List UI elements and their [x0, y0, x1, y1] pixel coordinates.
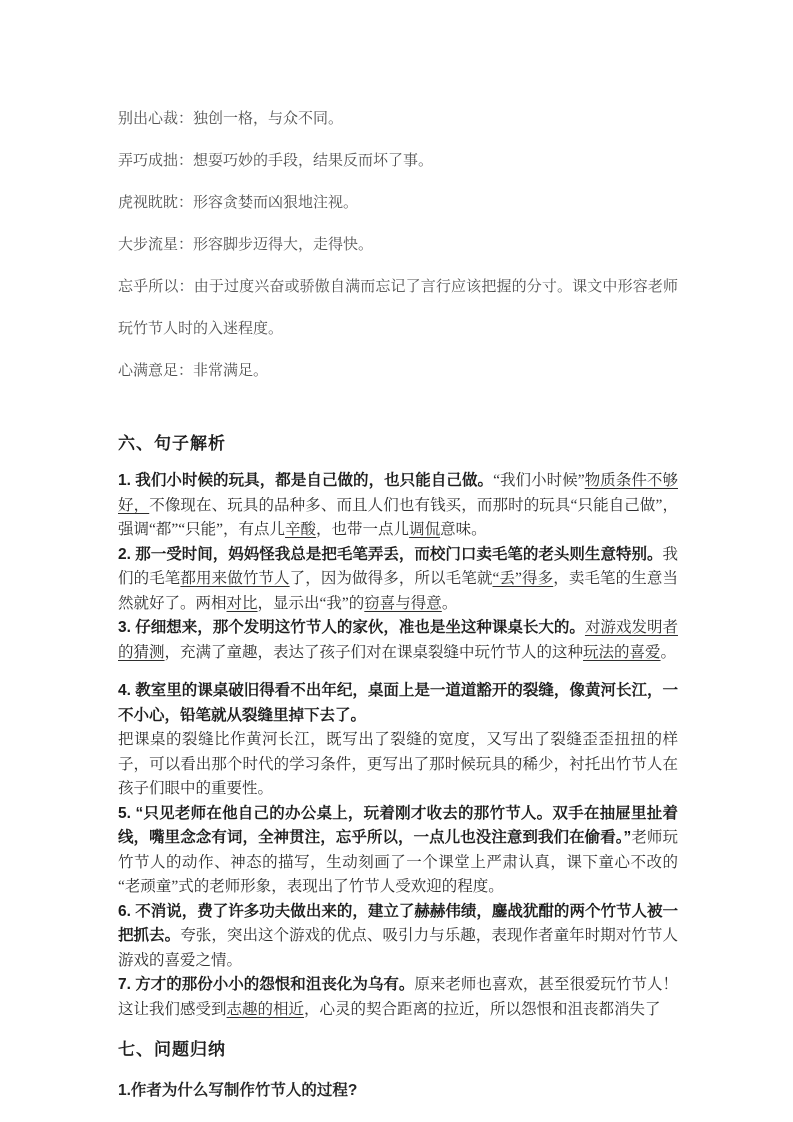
word-definitions-section [118, 98, 678, 392]
analysis-item-5: 5. “只见老师在他自己的办公桌上，玩着刚才收去的那竹节人。双手在抽屉里扯着线，嘴里念念有词，全神贯注，忘乎所以，一点儿也没注意到我们在偷看。”老师玩竹节人的动作、神态的描写，生动刻画了一个课堂上严肃认真，课下童心不改的“老顽童”式的老师形象，表现出了竹节人受欢迎的程度。 [118, 804, 678, 895]
definition-item: 弄巧成拙：想耍巧妙的手段，结果反而坏了事。 [118, 152, 434, 169]
question-1: 1.作者为什么写制作竹节人的过程? [118, 1082, 358, 1099]
section-title-sentence-analysis: 六、句子解析 [118, 434, 226, 453]
analysis-item-7: 7. 方才的那份小小的怨恨和沮丧化为乌有。原来老师也喜欢，甚至很爱玩竹节人！这让我们感受到志趣的相近，心灵的契合距离的拉近，所以怨恨和沮丧都消失了 [118, 976, 678, 1018]
definition-item: 大步流星：形容脚步迈得大，走得快。 [118, 236, 374, 253]
definition-item: 忘乎所以：由于过度兴奋或骄傲自满而忘记了言行应该把握的分寸。课文中形容老师玩竹节人时的入迷程度。 [118, 278, 678, 337]
analysis-item-6: 6. 不消说，费了许多功夫做出来的，建立了赫赫伟绩，鏖战犹酣的两个竹节人被一把抓去。夸张，突出这个游戏的优点、吸引力与乐趣，表现作者童年时期对竹节人游戏的喜爱之情。 [118, 902, 678, 969]
definition-item: 虎视眈眈：形容贪婪而凶狠地注视。 [118, 194, 359, 211]
sentence-analysis-section [118, 429, 678, 1022]
definition-item: 心满意足：非常满足。 [118, 362, 269, 379]
analysis-item-3: 3. 仔细想来，那个发明这竹节人的家伙，准也是坐这种课桌长大的。对游戏发明者的猜测，充满了童趣，表达了孩子们对在课桌裂缝中玩竹节人的这种玩法的喜爱。 [118, 619, 678, 661]
analysis-item-1: 1. 我们小时候的玩具，都是自己做的，也只能自己做。“我们小时候”物质条件不够好，不像现在、玩具的品种多、而且人们也有钱买，而那时的玩具“只能自己做”，强调“都”“只能”，有点儿辛酸，也带一点儿调侃意味。 [118, 472, 678, 538]
section-title-question-summary: 七、问题归纳 [118, 1040, 226, 1059]
question-summary-section [118, 1035, 678, 1100]
analysis-item-2: 2. 那一受时间，妈妈怪我总是把毛笔弄丢，而校门口卖毛笔的老头则生意特别。我们的毛笔都用来做竹节人了，因为做得多，所以毛笔就“丢”得多，卖毛笔的生意当然就好了。两相对比，显示出“我”的窃喜与得意。 [118, 545, 678, 612]
definition-item: 别出心裁：独创一格，与众不同。 [118, 110, 344, 127]
document-content [118, 98, 678, 1100]
analysis-item-4: 4. 教室里的课桌破旧得看不出年纪，桌面上是一道道豁开的裂缝，像黄河长江，一不小心，铅笔就从裂缝里掉下去了。 把课桌的裂缝比作黄河长江，既写出了裂缝的宽度，又写出了裂缝歪歪扭扭的样子，可以看出那个时代的学习条件，更写出了那时候玩具的稀少，衬托出竹节人在孩子们眼中的重要性。 [118, 682, 678, 797]
